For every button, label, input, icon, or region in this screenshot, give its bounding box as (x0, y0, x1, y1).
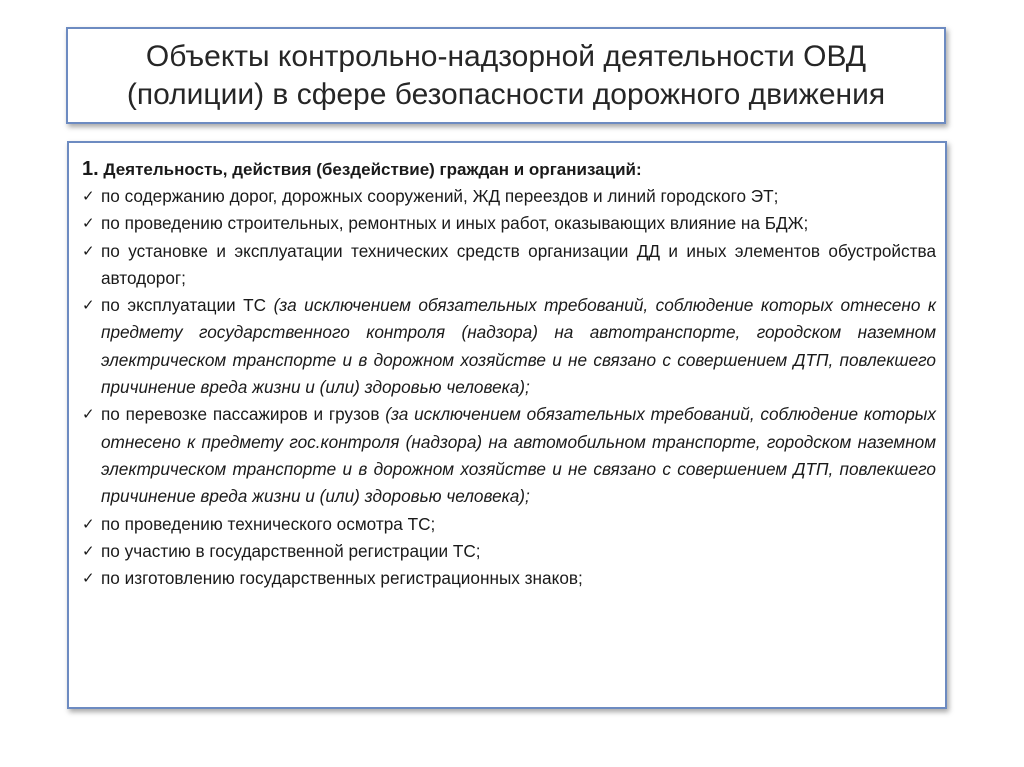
check-mark-icon: ✓ (82, 569, 95, 588)
list-item-text: по изготовлению государственных регистрационных знаков; (101, 568, 583, 589)
check-mark-icon: ✓ (82, 241, 95, 260)
list-item-text: по проведению технического осмотра ТС; (101, 513, 436, 534)
list-item-note: (за исключением обязательных требований, соблюдение которых отнесено к предмету государственного контроля (надзора) на автотранспорте, городском наземном электрическом транспорте и в дорожном хозяйстве и не связано с совершением ДТП, повлекшего причинение вреда жизни и (или) здоровью человека); (101, 295, 936, 398)
list-item-text: по эксплуатации ТС (101, 295, 274, 316)
check-mark-icon: ✓ (82, 541, 95, 560)
check-mark-icon: ✓ (82, 187, 95, 205)
check-mark-icon: ✓ (82, 214, 95, 233)
list-item (82, 538, 936, 565)
slide-title-box (66, 27, 946, 124)
list-item (82, 401, 936, 510)
list-item (82, 238, 936, 293)
list-item-text: по установке и эксплуатации технических средств организации ДД и иных элементов обустройства автодорог; (101, 240, 936, 288)
bullet-list (82, 183, 936, 592)
list-item-text: по участию в государственной регистрации ТС; (101, 540, 481, 561)
content-box (67, 141, 947, 709)
section-number: 1. (82, 158, 99, 180)
list-item-text: по проведению строительных, ремонтных и иных работ, оказывающих влияние на БДЖ; (101, 213, 809, 234)
list-item-text: по содержанию дорог, дорожных сооружений, ЖД переездов и линий городского ЭТ; (101, 186, 779, 206)
slide-title-line-2: (полиции) в сфере безопасности дорожного движения (126, 77, 886, 111)
list-item (82, 565, 936, 592)
list-item (82, 183, 936, 210)
list-item (82, 511, 936, 538)
section-heading-text: Деятельность, действия (бездействие) граждан и организаций: (98, 160, 642, 179)
list-item-text: по перевозке пассажиров и грузов (101, 404, 386, 425)
check-mark-icon: ✓ (82, 405, 95, 424)
list-item-note: (за исключением обязательных требований, соблюдение которых отнесено к предмету гос.контроля (надзора) на автомобильном транспорте, городском наземном электрическом транспорте и в дорожном хозяйстве и не связано с совершением ДТП, повлекшего причинение вреда жизни и (или) здоровью человека); (101, 404, 936, 507)
section-heading (82, 156, 936, 183)
check-mark-icon: ✓ (82, 296, 95, 315)
list-item (82, 292, 936, 401)
list-item (82, 210, 936, 237)
check-mark-icon: ✓ (82, 514, 95, 533)
slide-title-line-1: Объекты контрольно-надзорной деятельности ОВД (145, 39, 867, 73)
